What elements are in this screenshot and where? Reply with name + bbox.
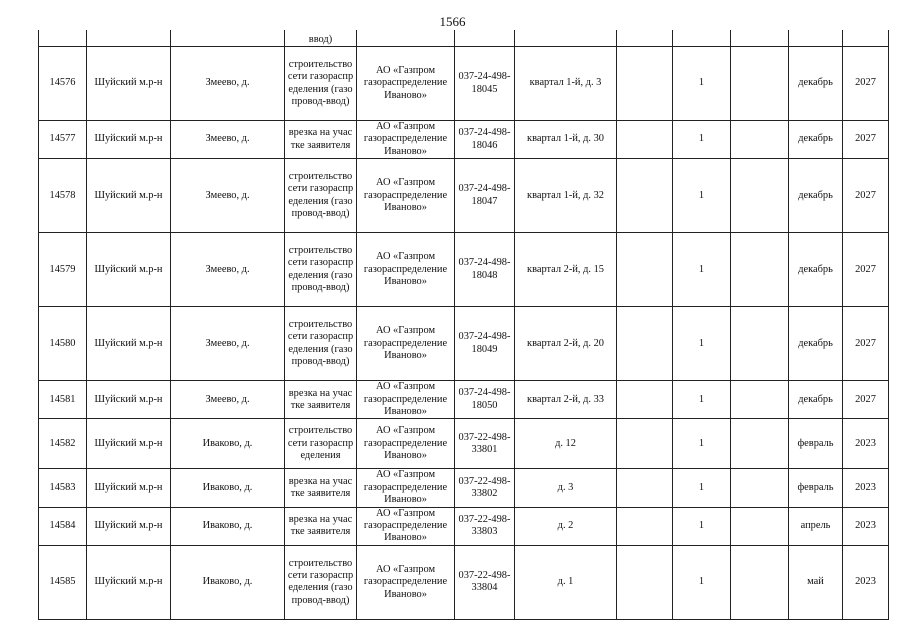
table-row xyxy=(39,419,889,469)
cell-month: апрель xyxy=(789,507,843,545)
cell-work-type: врезка на участке заявителя xyxy=(285,121,357,159)
cell-empty xyxy=(617,159,673,233)
cell-org: АО «Газпром газораспределение Иваново» xyxy=(357,47,455,121)
cell-empty xyxy=(731,507,789,545)
cell-work-type: врезка на участке заявителя xyxy=(285,507,357,545)
cell-work-type: строительство сети газораспределения (газопровод-ввод) xyxy=(285,545,357,619)
cell-year: 2023 xyxy=(843,545,889,619)
cell-empty xyxy=(617,381,673,419)
cell-qty: 1 xyxy=(673,381,731,419)
cell-locality: Иваково, д. xyxy=(171,419,285,469)
cell-no: 14578 xyxy=(39,159,87,233)
cell-work-type: ввод) xyxy=(285,30,357,47)
cell-code: 037-22-498-33802 xyxy=(455,469,515,507)
cell-locality: Змеево, д. xyxy=(171,307,285,381)
cell-district: Шуйский м.р-н xyxy=(87,507,171,545)
cell-district: Шуйский м.р-н xyxy=(87,469,171,507)
cell-code: 037-24-498-18045 xyxy=(455,47,515,121)
cell-work-type: строительство сети газораспределения (газопровод-ввод) xyxy=(285,307,357,381)
cell-district: Шуйский м.р-н xyxy=(87,419,171,469)
cell-no: 14582 xyxy=(39,419,87,469)
cell-no: 14584 xyxy=(39,507,87,545)
table-row xyxy=(39,233,889,307)
cell-work-type: строительство сети газораспределения (газопровод-ввод) xyxy=(285,159,357,233)
cell-address xyxy=(515,30,617,47)
cell-address: д. 2 xyxy=(515,507,617,545)
cell-address: квартал 1-й, д. 30 xyxy=(515,121,617,159)
cell-qty: 1 xyxy=(673,419,731,469)
cell-month: декабрь xyxy=(789,381,843,419)
cell-address: д. 1 xyxy=(515,545,617,619)
cell-org xyxy=(357,30,455,47)
cell-qty: 1 xyxy=(673,121,731,159)
cell-empty xyxy=(617,30,673,47)
cell-org: АО «Газпром газораспределение Иваново» xyxy=(357,121,455,159)
cell-year: 2027 xyxy=(843,233,889,307)
table-row xyxy=(39,159,889,233)
cell-no: 14579 xyxy=(39,233,87,307)
cell-code: 037-24-498-18047 xyxy=(455,159,515,233)
table-row xyxy=(39,381,889,419)
cell-no: 14585 xyxy=(39,545,87,619)
cell-code xyxy=(455,30,515,47)
cell-no: 14581 xyxy=(39,381,87,419)
table-row xyxy=(39,121,889,159)
cell-no: 14577 xyxy=(39,121,87,159)
cell-empty xyxy=(731,381,789,419)
cell-year: 2023 xyxy=(843,507,889,545)
cell-month: февраль xyxy=(789,469,843,507)
cell-district: Шуйский м.р-н xyxy=(87,233,171,307)
cell-code: 037-22-498-33803 xyxy=(455,507,515,545)
cell-year: 2027 xyxy=(843,159,889,233)
table-row xyxy=(39,507,889,545)
cell-locality: Змеево, д. xyxy=(171,233,285,307)
cell-no: 14580 xyxy=(39,307,87,381)
table-row xyxy=(39,469,889,507)
cell-empty xyxy=(731,121,789,159)
cell-empty xyxy=(617,507,673,545)
cell-empty xyxy=(617,121,673,159)
cell-address: квартал 1-й, д. 3 xyxy=(515,47,617,121)
cell-month: декабрь xyxy=(789,159,843,233)
cell-district: Шуйский м.р-н xyxy=(87,47,171,121)
cell-work-type: строительство сети газораспределения (газопровод-ввод) xyxy=(285,47,357,121)
cell-org: АО «Газпром газораспределение Иваново» xyxy=(357,307,455,381)
cell-locality: Змеево, д. xyxy=(171,381,285,419)
cell-work-type: врезка на участке заявителя xyxy=(285,469,357,507)
cell-year: 2027 xyxy=(843,121,889,159)
cell-org: АО «Газпром газораспределение Иваново» xyxy=(357,381,455,419)
cell-empty xyxy=(617,419,673,469)
cell-month: декабрь xyxy=(789,233,843,307)
cell-locality xyxy=(171,30,285,47)
page-number: 1566 xyxy=(439,14,466,29)
cell-code: 037-22-498-33801 xyxy=(455,419,515,469)
cell-year: 2027 xyxy=(843,381,889,419)
cell-district: Шуйский м.р-н xyxy=(87,307,171,381)
cell-org: АО «Газпром газораспределение Иваново» xyxy=(357,507,455,545)
cell-month: декабрь xyxy=(789,121,843,159)
cell-empty xyxy=(731,545,789,619)
cell-no: 14576 xyxy=(39,47,87,121)
cell-district: Шуйский м.р-н xyxy=(87,381,171,419)
cell-qty: 1 xyxy=(673,307,731,381)
cell-empty xyxy=(731,47,789,121)
cell-qty: 1 xyxy=(673,469,731,507)
cell-qty: 1 xyxy=(673,47,731,121)
table-row-continued xyxy=(39,30,889,47)
cell-empty xyxy=(731,419,789,469)
cell-district xyxy=(87,30,171,47)
cell-empty xyxy=(731,233,789,307)
cell-empty xyxy=(731,469,789,507)
cell-empty xyxy=(731,307,789,381)
cell-month: февраль xyxy=(789,419,843,469)
cell-org: АО «Газпром газораспределение Иваново» xyxy=(357,233,455,307)
cell-year: 2023 xyxy=(843,469,889,507)
cell-address: д. 3 xyxy=(515,469,617,507)
cell-month: декабрь xyxy=(789,307,843,381)
cell-qty: 1 xyxy=(673,159,731,233)
cell-year: 2027 xyxy=(843,307,889,381)
cell-qty xyxy=(673,30,731,47)
cell-locality: Иваково, д. xyxy=(171,469,285,507)
table-body xyxy=(39,30,889,619)
cell-no: 14583 xyxy=(39,469,87,507)
cell-code: 037-24-498-18050 xyxy=(455,381,515,419)
cell-month: декабрь xyxy=(789,47,843,121)
cell-month: май xyxy=(789,545,843,619)
cell-empty xyxy=(617,469,673,507)
cell-empty xyxy=(731,159,789,233)
cell-locality: Змеево, д. xyxy=(171,47,285,121)
cell-work-type: строительство сети газораспределения (газопровод-ввод) xyxy=(285,233,357,307)
cell-district: Шуйский м.р-н xyxy=(87,545,171,619)
cell-qty: 1 xyxy=(673,233,731,307)
gas-connection-table xyxy=(38,30,889,620)
cell-org: АО «Газпром газораспределение Иваново» xyxy=(357,419,455,469)
cell-address: квартал 2-й, д. 15 xyxy=(515,233,617,307)
cell-district: Шуйский м.р-н xyxy=(87,121,171,159)
cell-year: 2027 xyxy=(843,47,889,121)
cell-locality: Змеево, д. xyxy=(171,159,285,233)
table-row xyxy=(39,47,889,121)
table-row xyxy=(39,545,889,619)
cell-no xyxy=(39,30,87,47)
cell-address: квартал 2-й, д. 20 xyxy=(515,307,617,381)
cell-empty xyxy=(617,307,673,381)
cell-month xyxy=(789,30,843,47)
cell-empty xyxy=(617,47,673,121)
cell-qty: 1 xyxy=(673,545,731,619)
cell-address: д. 12 xyxy=(515,419,617,469)
cell-locality: Иваково, д. xyxy=(171,545,285,619)
cell-code: 037-24-498-18046 xyxy=(455,121,515,159)
cell-locality: Иваково, д. xyxy=(171,507,285,545)
cell-code: 037-24-498-18048 xyxy=(455,233,515,307)
cell-org: АО «Газпром газораспределение Иваново» xyxy=(357,469,455,507)
cell-work-type: врезка на участке заявителя xyxy=(285,381,357,419)
table-row xyxy=(39,307,889,381)
cell-code: 037-22-498-33804 xyxy=(455,545,515,619)
cell-year xyxy=(843,30,889,47)
cell-locality: Змеево, д. xyxy=(171,121,285,159)
cell-year: 2023 xyxy=(843,419,889,469)
cell-empty xyxy=(617,233,673,307)
cell-address: квартал 1-й, д. 32 xyxy=(515,159,617,233)
cell-district: Шуйский м.р-н xyxy=(87,159,171,233)
cell-work-type: строительство сети газораспределения xyxy=(285,419,357,469)
cell-org: АО «Газпром газораспределение Иваново» xyxy=(357,159,455,233)
cell-empty xyxy=(731,30,789,47)
cell-org: АО «Газпром газораспределение Иваново» xyxy=(357,545,455,619)
cell-address: квартал 2-й, д. 33 xyxy=(515,381,617,419)
cell-code: 037-24-498-18049 xyxy=(455,307,515,381)
cell-empty xyxy=(617,545,673,619)
cell-qty: 1 xyxy=(673,507,731,545)
